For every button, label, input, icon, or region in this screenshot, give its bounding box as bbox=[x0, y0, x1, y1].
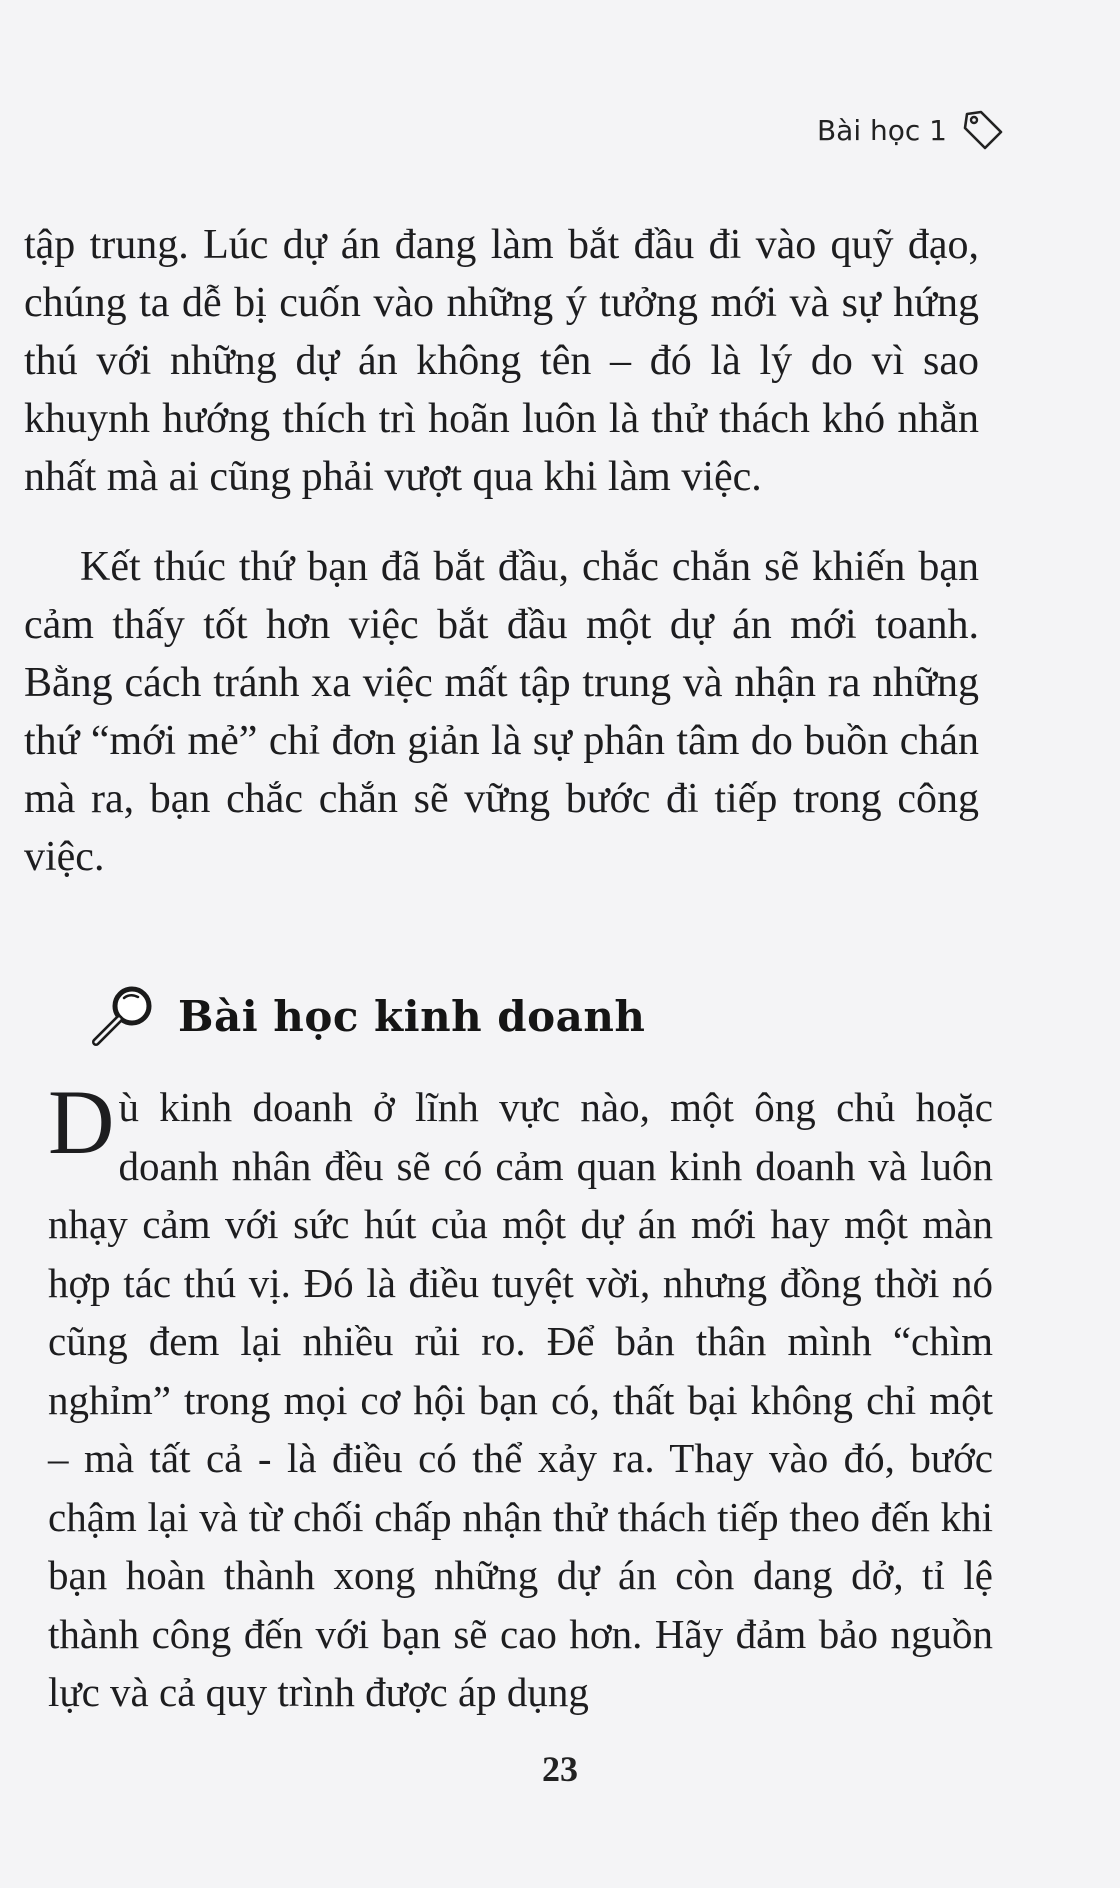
paragraph-2: Kết thúc thứ bạn đã bắt đầu, chắc chắn sẽ khiến bạn cảm thấy tốt hơn việc bắt đầu một dự án mới toanh. Bằng cách tránh xa việc mất tập trung và nhận ra những thứ “mới mẻ” chỉ đơn giản là sự phân tâm do buồn chán mà ra, bạn chắc chắn sẽ vững bước đi tiếp trong công việc. bbox=[24, 544, 979, 880]
section-title: Bài học kinh doanh bbox=[178, 991, 646, 1041]
section-body bbox=[48, 1071, 993, 1722]
paragraph-1: tập trung. Lúc dự án đang làm bắt đầu đi vào quỹ đạo, chúng ta dễ bị cuốn vào những ý tưởng mới và sự hứng thú với những dự án không tên – đó là lý do vì sao khuynh hướng thích trì hoãn luôn là thử thách khó nhằn nhất mà ai cũng phải vượt qua khi làm việc. bbox=[24, 222, 979, 500]
running-header bbox=[817, 108, 1005, 152]
chapter-label: Bài học 1 bbox=[816, 113, 947, 147]
tag-icon bbox=[961, 108, 1005, 152]
magnifier-icon bbox=[88, 980, 160, 1052]
drop-cap: D bbox=[48, 1071, 115, 1173]
page-number: 23 bbox=[542, 1749, 578, 1789]
section-body-text: ù kinh doanh ở lĩnh vực nào, một ông chủ hoặc doanh nhân đều sẽ có cảm quan kinh doanh và luôn nhạy cảm với sức hút của một dự án mới hay một màn hợp tác thú vị. Đó là điều tuyệt vời, nhưng đồng thời nó cũng đem lại nhiều rủi ro. Để bản thân mình “chìm nghỉm” trong mọi cơ hội bạn có, thất bại không chỉ một – mà tất cả - là điều có thể xảy ra. Thay vào đó, bước chậm lại và từ chối chấp nhận thử thách tiếp theo đến khi bạn hoàn thành xong những dự án còn dang dở, tỉ lệ thành công đến với bạn sẽ cao hơn. Hãy đảm bảo nguồn lực và cả quy trình được áp dụng bbox=[48, 1084, 993, 1715]
section-heading bbox=[88, 980, 645, 1052]
